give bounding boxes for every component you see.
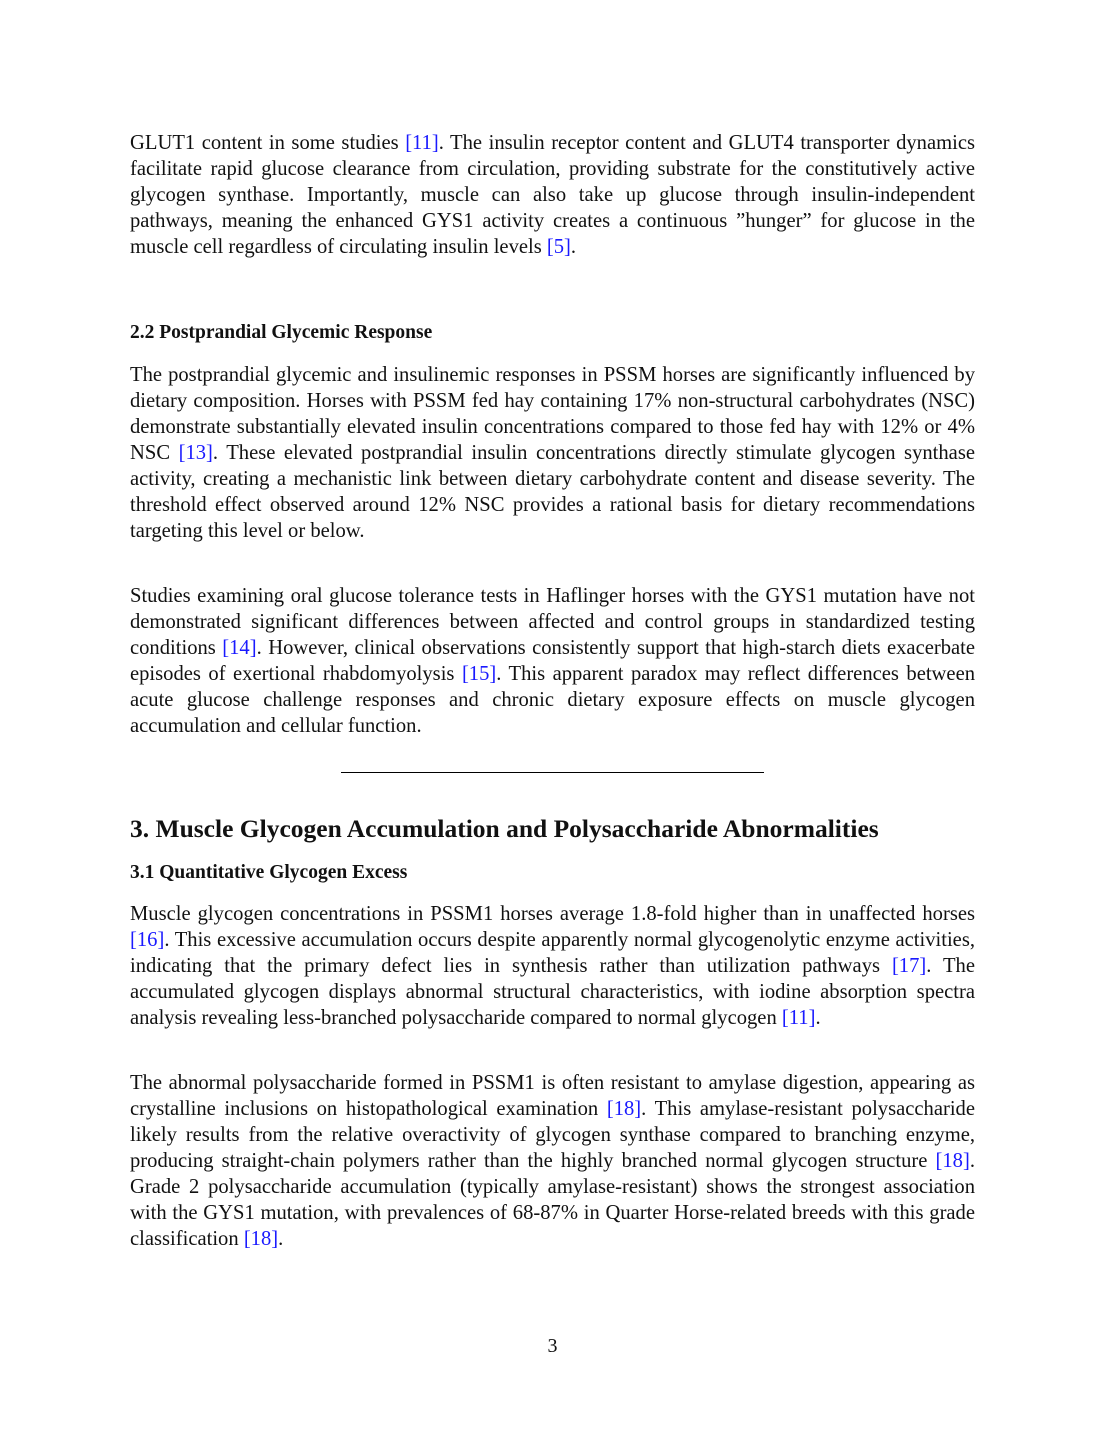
section-2-2-para2-block [130, 583, 975, 739]
text-run: . The accumulated glycogen displays abnormal structural characteristics, with iodine absorption spectra analysis revealing less-branched polysaccharide compared to normal glycogen [130, 955, 975, 1029]
text-run: Muscle glycogen concentrations in PSSM1 horses average 1.8-fold higher than in unaffected horses [130, 903, 975, 925]
text-run: The postprandial glycemic and insulinemic responses in PSSM horses are significantly influenced by dietary composition. Horses with PSSM fed hay containing 17% non-structural carbohydrates (NSC) demonstrate substantially elevated insulin concentrations compared to those fed hay with 12% or 4% NSC [130, 364, 975, 464]
text-run: Studies examining oral glucose tolerance tests in Haflinger horses with the GYS1 mutation have not demonstrated significant differences between affected and control groups in standardized testing conditions [130, 585, 975, 659]
text-run: . [278, 1228, 284, 1250]
text-run: . This excessive accumulation occurs despite apparently normal glycogenolytic enzyme activities, indicating that the primary defect lies in synthesis rather than utilization pathways [130, 929, 975, 977]
section-3-1-paragraph-2 [130, 1070, 975, 1252]
section-3-1-para2-block [130, 1070, 975, 1252]
section-2-2-para1-block [130, 362, 975, 544]
page-number: 3 [547, 1335, 558, 1357]
section-2-2-paragraph-2 [130, 583, 975, 739]
citation-link-18[interactable]: [18] [935, 1150, 970, 1172]
section-3 [130, 813, 975, 845]
section-divider [341, 772, 764, 773]
citation-link-18[interactable]: [18] [606, 1098, 642, 1120]
citation-link-18[interactable]: [18] [243, 1228, 279, 1250]
citation-link-5[interactable]: [5] [546, 236, 571, 258]
intro-paragraph-block [130, 130, 975, 260]
section-3-1-paragraph-1 [130, 901, 975, 1031]
text-run: . These elevated postprandial insulin concentrations directly stimulate glycogen synthase activity, creating a mechanistic link between dietary carbohydrate content and disease severity. The threshold effect observed around 12% NSC provides a rational basis for dietary recommendations targeting this level or below. [130, 442, 975, 542]
citation-link-17[interactable]: [17] [891, 955, 927, 977]
citation-link-11[interactable]: [11] [405, 132, 439, 154]
text-run: . This amylase-resistant polysaccharide likely results from the relative overactivity of glycogen synthase compared to branching enzyme, producing straight-chain polymers rather than the highly branched normal glycogen structure [130, 1098, 975, 1172]
subsection-heading-3-1: 3.1 Quantitative Glycogen Excess [130, 862, 408, 883]
text-run: . [570, 236, 577, 258]
citation-link-16[interactable]: [16] [130, 929, 165, 951]
text-run: The abnormal polysaccharide formed in PSSM1 is often resistant to amylase digestion, appearing as crystalline inclusions on histopathological examination [130, 1072, 975, 1120]
section-3-1 [130, 860, 975, 886]
text-run: . [815, 1007, 821, 1029]
section-3-1-para1-block [130, 901, 975, 1031]
section-2-2-paragraph-1 [130, 362, 975, 544]
citation-link-15[interactable]: [15] [461, 663, 497, 685]
text-run: . Grade 2 polysaccharide accumulation (typically amylase-resistant) shows the strongest association with the GYS1 mutation, with prevalences of 68-87% in Quarter Horse-related breeds with this grade classification [130, 1150, 975, 1250]
text-run: . The insulin receptor content and GLUT4 transporter dynamics facilitate rapid glucose clearance from circulation, providing substrate for the constitutively active glycogen synthase. Importantly, muscle can also take up glucose through insulin-independent pathways, meaning the enhanced GYS1 activity creates a continuous ”hunger” for glucose in the muscle cell regardless of circulating insulin levels [130, 132, 975, 258]
text-run: GLUT1 content in some studies [130, 132, 406, 154]
text-run: . This apparent paradox may reflect differences between acute glucose challenge responses and chronic dietary exposure effects on muscle glycogen accumulation and cellular function. [130, 663, 976, 737]
citation-link-13[interactable]: [13] [178, 442, 213, 464]
citation-link-11[interactable]: [11] [781, 1007, 816, 1029]
section-2-2 [130, 320, 975, 346]
citation-link-14[interactable]: [14] [222, 637, 257, 659]
text-run: . However, clinical observations consistently support that high-starch diets exacerbate episodes of exertional rhabdomyolysis [130, 637, 976, 685]
subsection-heading-2-2: 2.2 Postprandial Glycemic Response [130, 322, 433, 343]
section-heading-3: 3. Muscle Glycogen Accumulation and Polysaccharide Abnormalities [130, 814, 879, 843]
intro-paragraph [130, 130, 975, 260]
